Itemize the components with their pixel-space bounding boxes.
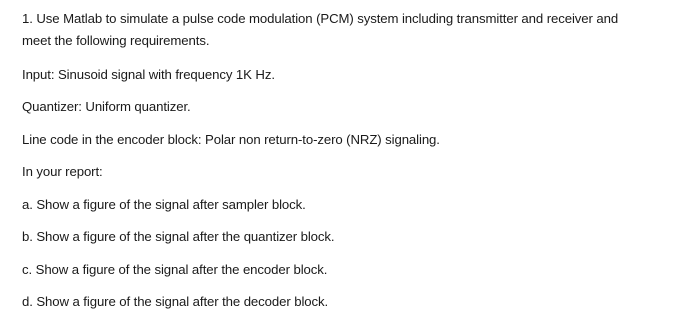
quantizer-requirement: Quantizer: Uniform quantizer. xyxy=(22,99,191,114)
input-requirement: Input: Sinusoid signal with frequency 1K Hz. xyxy=(22,67,275,82)
line-code-requirement: Line code in the encoder block: Polar non return-to-zero (NRZ) signaling. xyxy=(22,132,440,147)
question-line-1: 1. Use Matlab to simulate a pulse code modulation (PCM) system including transmitter and receiver and xyxy=(22,11,619,26)
report-item-a: a. Show a figure of the signal after sampler block. xyxy=(22,197,306,212)
report-item-d: d. Show a figure of the signal after the decoder block. xyxy=(22,294,329,309)
report-item-b: b. Show a figure of the signal after the quantizer block. xyxy=(22,229,335,244)
report-item-c: c. Show a figure of the signal after the encoder block. xyxy=(22,262,328,277)
question-line-2: meet the following requirements. xyxy=(22,33,210,48)
report-heading: In your report: xyxy=(22,164,103,179)
